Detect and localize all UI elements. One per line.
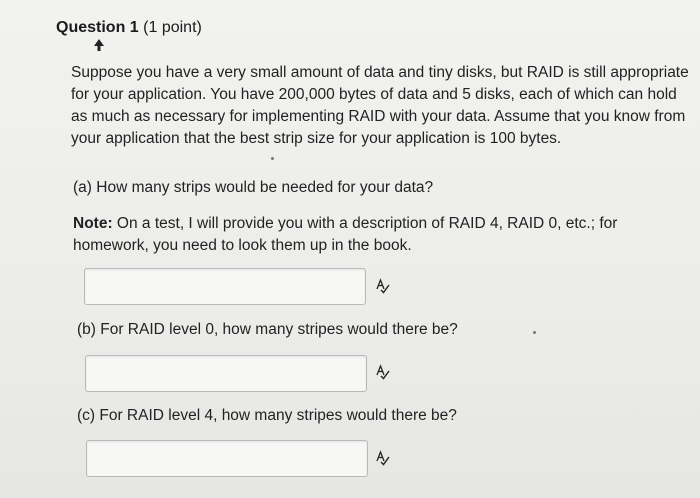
spellcheck-icon[interactable] bbox=[374, 450, 390, 466]
part-c-label: (c) For RAID level 4, how many stripes would there be? bbox=[77, 407, 457, 424]
part-a-label: (a) How many strips would be needed for your data? bbox=[73, 179, 434, 196]
answer-input-b[interactable] bbox=[85, 355, 367, 392]
note-prefix: Note: bbox=[73, 215, 113, 232]
spellcheck-icon[interactable] bbox=[374, 278, 390, 294]
part-b-label: (b) For RAID level 0, how many stripes would there be? bbox=[77, 321, 458, 338]
question-header bbox=[56, 19, 202, 37]
dust-speck bbox=[271, 157, 274, 160]
note-text bbox=[73, 213, 683, 257]
spellcheck-icon[interactable] bbox=[374, 364, 390, 380]
question-title: Question 1 bbox=[56, 19, 139, 36]
dust-speck bbox=[533, 331, 536, 334]
cursor-icon bbox=[93, 38, 105, 52]
note-body: On a test, I will provide you with a description of RAID 4, RAID 0, etc.; for homework, you need to look them up in the book. bbox=[73, 215, 618, 254]
answer-input-c[interactable] bbox=[86, 440, 368, 477]
question-body: Suppose you have a very small amount of data and tiny disks, but RAID is still appropriate for your application. You have 200,000 bytes of data and 5 disks, each of which can hold as much as necessary for implementing RAID with your data. Assume that you know from your application that the best strip size for your application is 100 bytes. bbox=[71, 64, 689, 147]
question-points: (1 point) bbox=[143, 19, 202, 36]
answer-input-a[interactable] bbox=[84, 268, 366, 305]
